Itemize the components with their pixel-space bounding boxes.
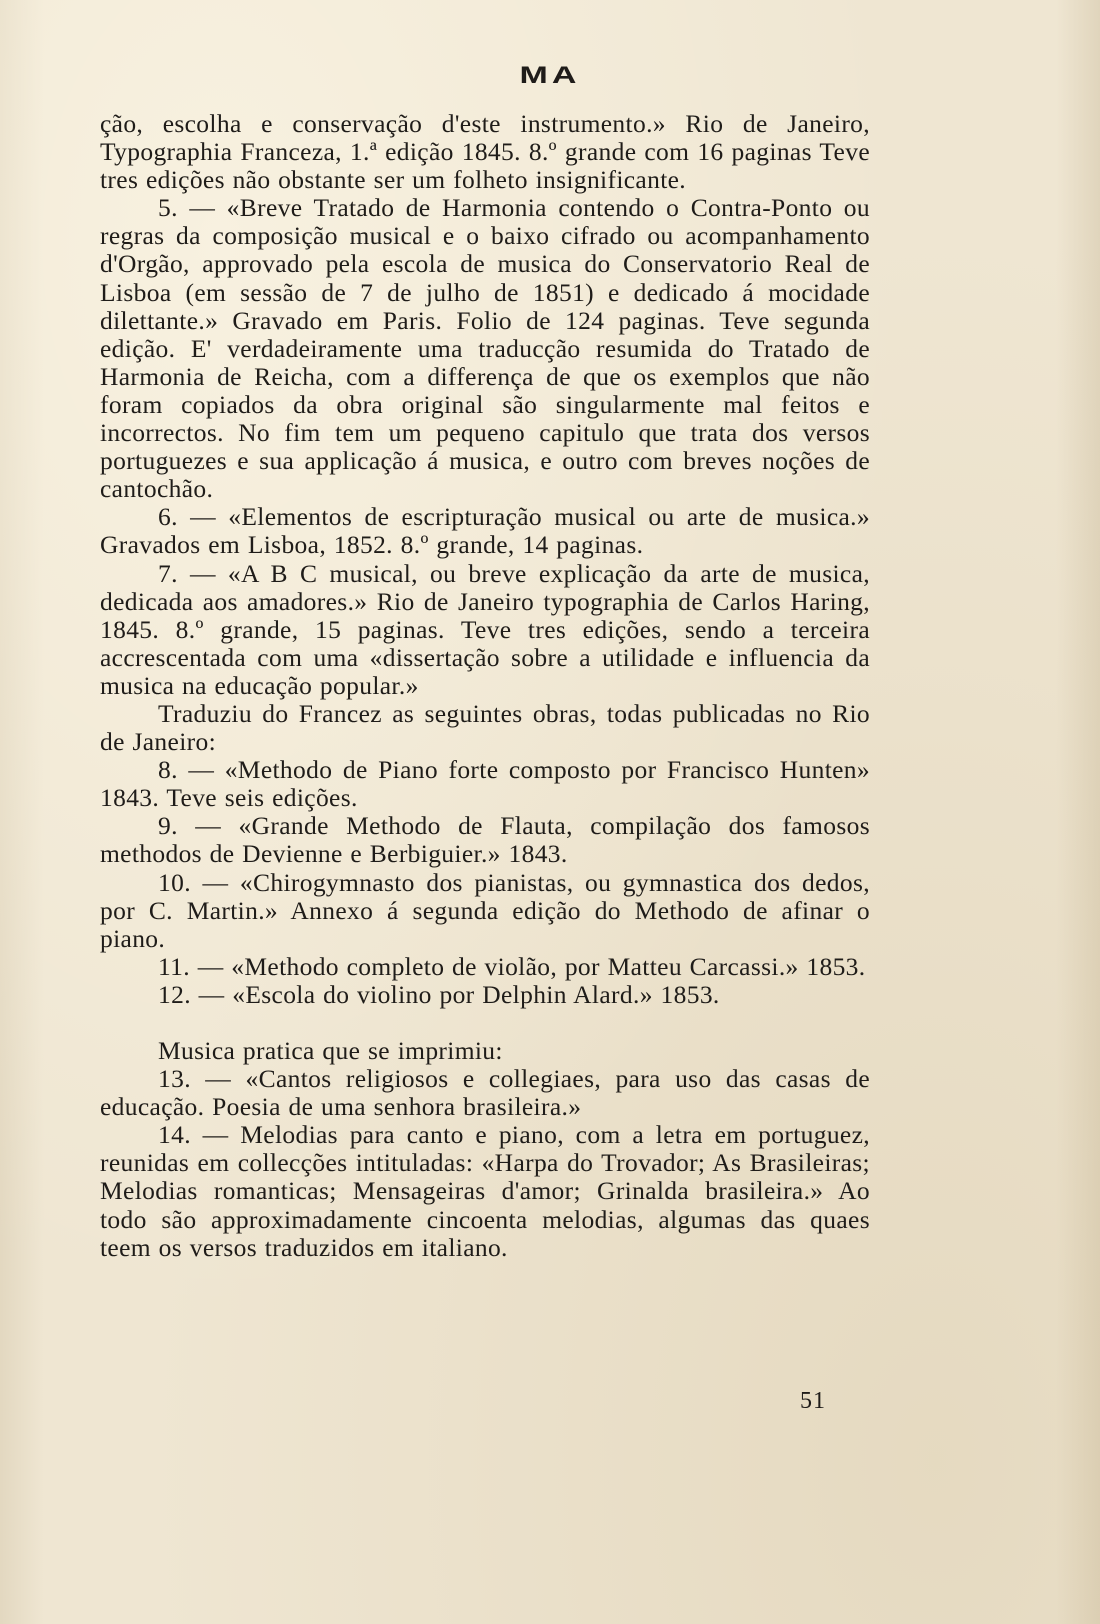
paragraph-item-14: 14. — Melodias para canto e piano, com a letra em portuguez, reunidas em collecções intituladas: «Harpa do Trovador; As Brasileiras; Melodias romanticas; Mensageiras d'amor; Grinalda brasileira.» Ao todo são approximadamente cincoenta melodias, algumas das quaes teem os versos traduzidos em italiano. [100,1120,870,1262]
running-head: MA [519,61,581,89]
paragraph-item-7: 7. — «A B C musical, ou breve explicação da arte de musica, dedicada aos amadores.» Rio de Janeiro typographia de Carlos Haring, 1845. 8.º grande, 15 paginas. Teve tres edições, sendo a terceira accrescentada com uma «dissertação sobre a utilidade e influencia da musica na educação popular.» [100,558,870,700]
paragraph-continuation: ção, escolha e conservação d'este instrumento.» Rio de Janeiro, Typographia Franceza, 1.ª edição 1845. 8.º grande com 16 paginas Teve tres edições não obstante ser um folheto insignificante. [100,109,870,195]
paragraph-item-9: 9. — «Grande Methodo de Flauta, compilação dos famosos methodos de Devienne e Berbiguier.» 1843. [100,811,870,869]
page-number: 51 [800,1388,826,1414]
paragraph-practical-music-intro: Musica pratica que se imprimiu: [158,1036,503,1065]
paragraph-item-13: 13. — «Cantos religiosos e collegiaes, para uso das casas de educação. Poesia de uma senhora brasileira.» [100,1064,870,1122]
paragraph-item-6: 6. — «Elementos de escripturação musical ou arte de musica.» Gravados em Lisboa, 1852. 8.º grande, 14 paginas. [100,502,870,560]
paragraph-item-11: 11. — «Methodo completo de violão, por Matteu Carcassi.» 1853. [158,951,866,981]
paragraph-translations-intro: Traduziu do Francez as seguintes obras, todas publicadas no Rio de Janeiro: [100,698,870,757]
body-text [100,110,870,1262]
paragraph-item-10: 10. — «Chirogymnasto dos pianistas, ou gymnastica dos dedos, por C. Martin.» Annexo á segunda edição do Methodo de afinar o piano. [100,867,870,953]
paragraph-item-8: 8. — «Methodo de Piano forte composto por Francisco Hunten» 1843. Teve seis edições. [100,755,870,813]
paragraph-item-12: 12. — «Escola do violino por Delphin Alard.» 1853. [158,979,720,1009]
paragraph-item-5: 5. — «Breve Tratado de Harmonia contendo o Contra-Ponto ou regras da composição musical e o baixo cifrado ou acompanhamento d'Orgão, approvado pela escola de musica do Conservatorio Real de Lisboa (em sessão de 7 de julho de 1851) e dedicado á mocidade dilettante.» Gravado em Paris. Folio de 124 paginas. Teve segunda edição. E' verdadeiramente uma traducção resumida do Tratado de Harmonia de Reicha, com a differença de que os exemplos que não foram copiados da obra original são singularmente mal feitos e incorrectos. No fim tem um pequeno capitulo que trata dos versos portuguezes e sua applicação á musica, e outro com breves noções de cantochão. [100,193,870,504]
